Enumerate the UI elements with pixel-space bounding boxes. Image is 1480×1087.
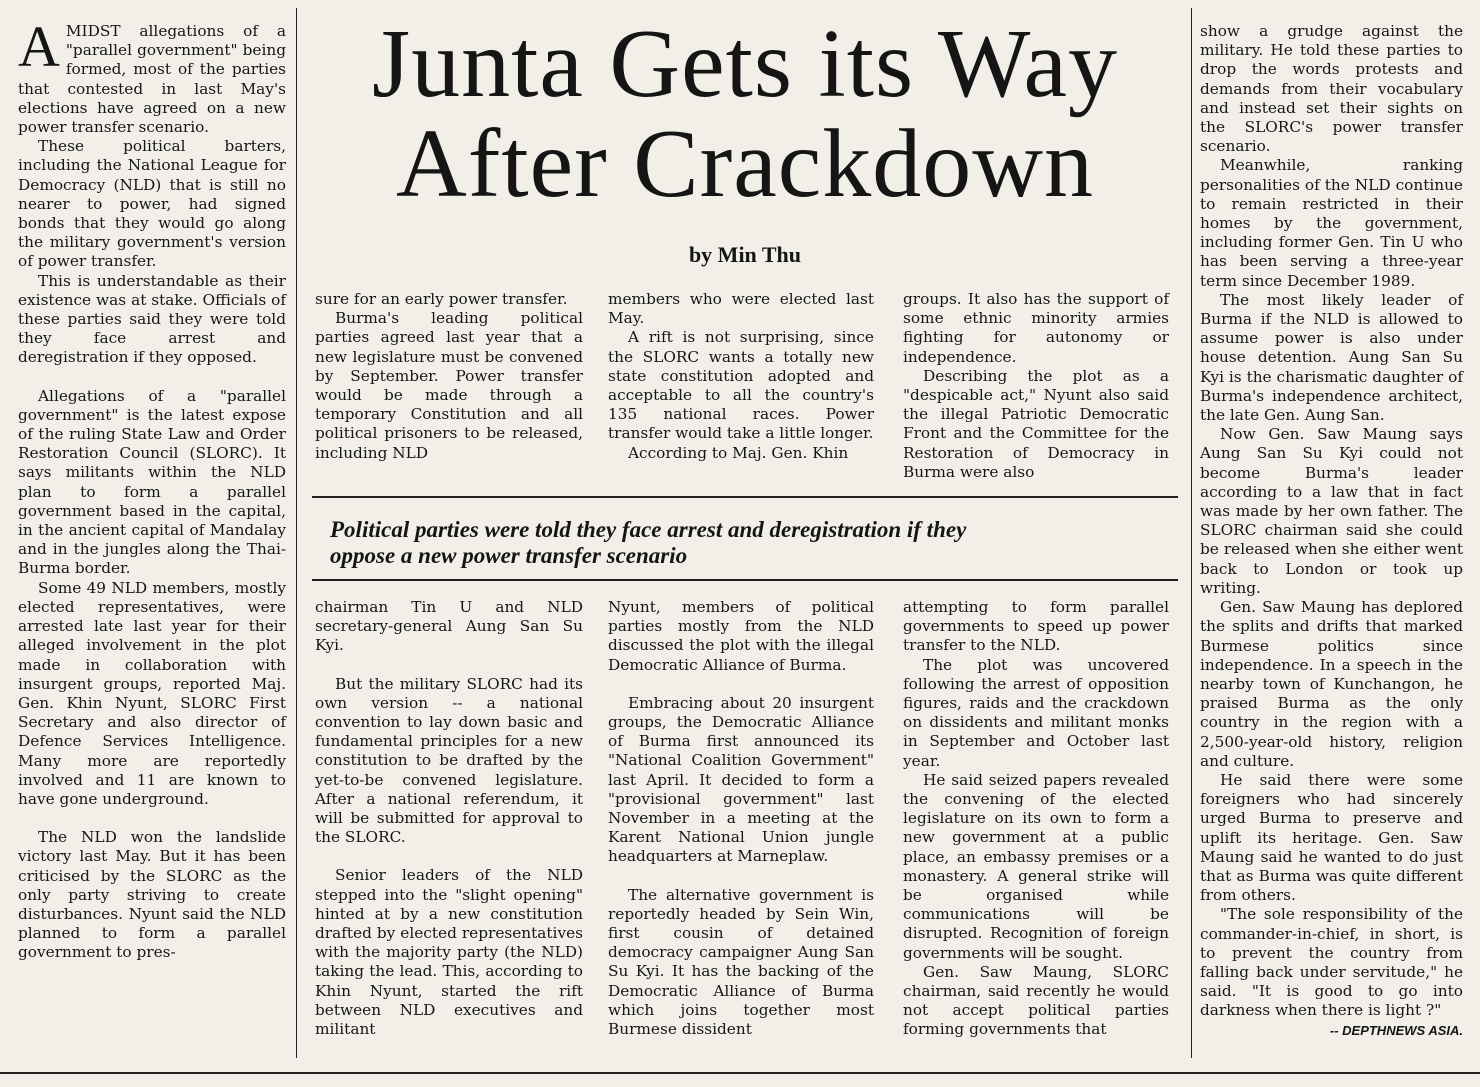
article-column-2-top — [315, 290, 583, 463]
pull-quote-bottom-rule — [312, 579, 1178, 581]
paragraph: The alternative government is reportedly headed by Sein Win, first cousin of detained democracy campaigner Aung San Su Kyi. It has the backing of the Democratic Alliance of Burma which joins together most Burmese dissident — [608, 885, 874, 1039]
paragraph: sure for an early power transfer. — [315, 290, 568, 308]
pull-quote — [330, 517, 1180, 569]
article-column-2-bottom — [315, 598, 583, 1039]
paragraph: AMIDST allegations of a "parallel government" being formed, most of the parties that contested in last May's elections have agreed on a new power transfer scenario. — [18, 14, 286, 137]
news-agency-credit: -- DEPTHNEWS ASIA. — [1329, 1022, 1463, 1038]
paragraph: groups. It also has the support of some ethnic minority armies fighting for autonomy or independence. — [903, 290, 1169, 366]
paragraph: He said seized papers revealed the convening of the elected legislature on its own to form a new government at a public place, an embassy premises or a monastery. A general strike will be organised while communications will be disrupted. Recognition of foreign governments will be sought. — [903, 770, 1169, 962]
paragraph: show a grudge against the military. He told these parties to drop the words protests and demands from their vocabulary and instead set their sights on the SLORC's power transfer scenario. — [1200, 22, 1463, 156]
paragraph: Some 49 NLD members, mostly elected representatives, were arrested late last year for their alleged involvement in the plot made in collaboration with insurgent groups, reported Maj. Gen. Khin Nyunt, SLORC First Secretary and also director of Defence Services Intelligence. Many more are reportedly involved and 11 are known to have gone underground. — [18, 578, 286, 808]
paragraph: The plot was uncovered following the arrest of opposition figures, raids and the crackdown on dissidents and militant monks in September and October last year. — [903, 655, 1169, 770]
paragraph: This is understandable as their existence was at stake. Officials of these parties said they were told they face arrest and deregistration if they opposed. — [18, 271, 286, 367]
paragraph: The most likely leader of Burma if the NLD is allowed to assume power is also under house detention. Aung San Su Kyi is the charismatic daughter of Burma's independence architect, the late Gen. Aung San. — [1200, 290, 1463, 425]
pull-quote-line-1: Political parties were told they face arrest and deregistration if they — [330, 517, 967, 542]
page-bottom-rule — [0, 1072, 1480, 1074]
paragraph: Meanwhile, ranking personalities of the NLD continue to remain restricted in their homes by the government, including former Gen. Tin U who has been serving a three-year term since December 1989. — [1200, 156, 1463, 290]
paragraph: Senior leaders of the NLD stepped into the "slight opening" hinted at by a new constitution drafted by elected representatives with the majority party (the NLD) taking the lead. This, according to Khin Nyunt, started the rift between NLD executives and militant — [315, 866, 583, 1039]
column-rule-right — [1191, 8, 1192, 1058]
paragraph: Describing the plot as a "despicable act," Nyunt also said the illegal Patriotic Democratic Front and the Committee for the Restoration of Democracy in Burma were also — [903, 366, 1169, 481]
paragraph: The NLD won the landslide victory last May. But it has been criticised by the SLORC as the only party striving to create disturbances. Nyunt said the NLD planned to form a parallel government to pres- — [18, 828, 286, 962]
article-column-5 — [1200, 22, 1463, 1040]
headline-line-1: Junta Gets its Way — [372, 10, 1118, 118]
paragraph: According to Maj. Gen. Khin — [628, 443, 849, 462]
paragraph: Gen. Saw Maung, SLORC chairman, said recently he would not accept political parties forming governments that — [903, 962, 1169, 1039]
article-column-4-bottom — [903, 598, 1169, 1040]
paragraph: attempting to form parallel governments to speed up power transfer to the NLD. — [903, 598, 1169, 655]
paragraph: But the military SLORC had its own version -- a national convention to lay down basic and fundamental principles for a new constitution to be drafted by the yet-to-be convened legislature. After a national referendum, it will be submitted for approval to the SLORC. — [315, 674, 583, 847]
paragraph: Now Gen. Saw Maung says Aung San Su Kyi could not become Burma's leader according to a law that in fact was made by her own father. The SLORC chairman said she could be released when she either went back to London or took up writing. — [1200, 425, 1463, 597]
paragraph: Nyunt, members of political parties mostly from the NLD discussed the plot with the illegal Democratic Alliance of Burma. — [608, 598, 874, 674]
headline-line-2: After Crackdown — [395, 110, 1095, 218]
paragraph: chairman Tin U and NLD secretary-general Aung San Su Kyi. — [315, 598, 583, 655]
paragraph: members who were elected last May. — [608, 290, 874, 328]
paragraph: Burma's leading political parties agreed last year that a new legislature must be convened by September. Power transfer would be made through a temporary Constitution and all political prisoners to be released, including NLD — [315, 309, 583, 462]
paragraph: These political barters, including the National League for Democracy (NLD) that is still no nearer to power, had signed bonds that they would go along the military government's version of power transfer. — [18, 137, 286, 271]
pull-quote-line-2: oppose a new power transfer scenario — [330, 543, 688, 568]
drop-cap: A — [18, 14, 60, 79]
article-column-3-top — [608, 290, 874, 463]
article-column-4-top — [903, 290, 1169, 482]
paragraph: Embracing about 20 insurgent groups, the Democratic Alliance of Burma first announced its "National Coalition Government" last April. It decided to form a "provisional government" last November in a meeting at the Karent National Union jungle headquarters at Marneplaw. — [608, 693, 874, 866]
headline — [300, 10, 1190, 218]
paragraph: Gen. Saw Maung has deplored the splits and drifts that marked Burmese politics since independence. In a speech in the nearby town of Kunchangon, he praised Burma as the only country in the region with a 2,500-year-old history, religion and culture. — [1200, 598, 1463, 770]
article-column-3-bottom — [608, 598, 874, 1039]
article-column-1 — [18, 14, 286, 963]
paragraph: Allegations of a "parallel government" is the latest expose of the ruling State Law and Order Restoration Council (SLORC). It says militants within the NLD plan to form a parallel government based in the capital, in the ancient capital of Mandalay and in the jungles along the Thai-Burma border. — [18, 386, 286, 578]
paragraph: He said there were some foreigners who had sincerely urged Burma to preserve and uplift its heritage. Gen. Saw Maung said he wanted to do just that as Burma was quite different from others. — [1200, 770, 1463, 905]
paragraph: A rift is not surprising, since the SLORC wants a totally new state constitution adopted and acceptable to all the country's 135 national races. Power transfer would take a little longer. — [608, 328, 874, 443]
paragraph: "The sole responsibility of the commander-in-chief, in short, is to prevent the country from falling back under servitude," he said. "It is good to go into darkness when there is light ?" — [1200, 905, 1463, 1020]
column-rule-left — [296, 8, 297, 1058]
byline: by Min Thu — [688, 242, 802, 267]
pull-quote-top-rule — [312, 496, 1178, 498]
